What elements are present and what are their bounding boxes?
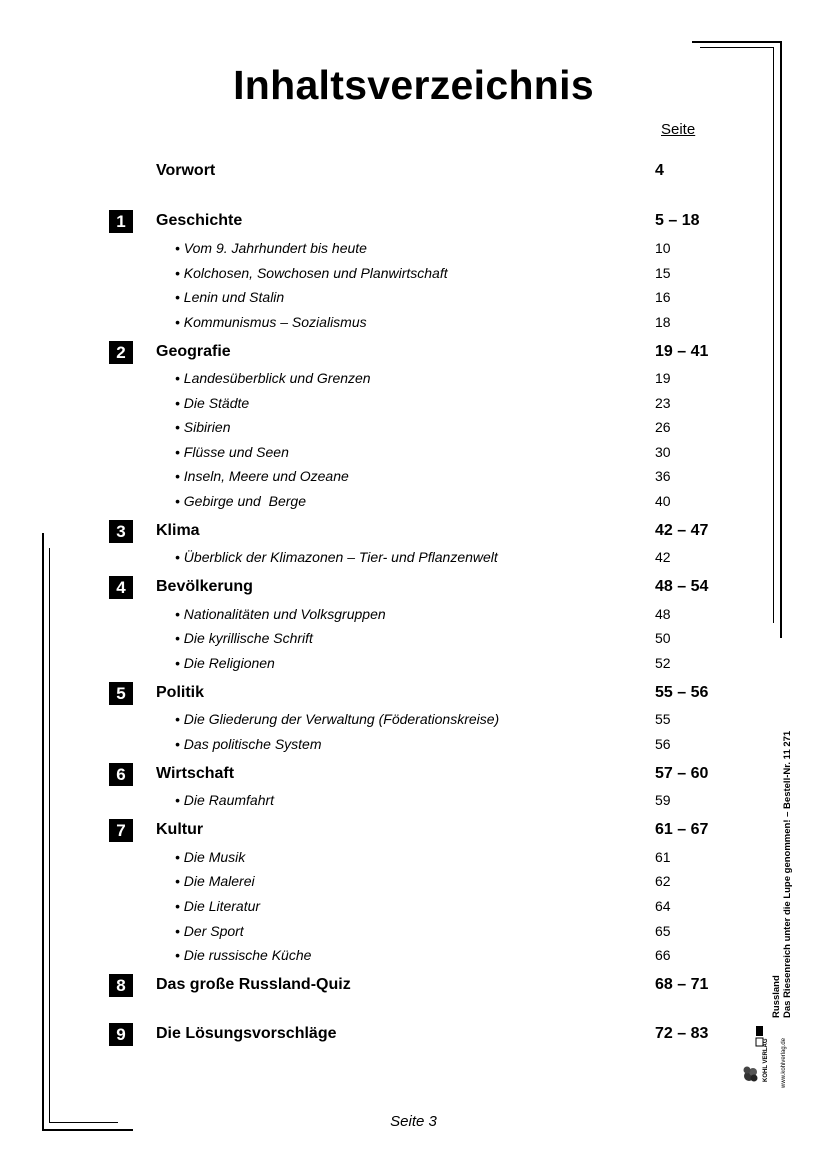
subitem-title: • Kommunismus – Sozialismus bbox=[175, 314, 367, 330]
frame-line-top-right-horizontal bbox=[692, 41, 782, 43]
frame-line-top-right-inner-horizontal bbox=[700, 47, 774, 48]
subitem-title: • Die Religionen bbox=[175, 655, 275, 671]
subitem-page: 16 bbox=[655, 289, 671, 305]
chapter-number-badge: 3 bbox=[109, 520, 133, 543]
subitem-page: 48 bbox=[655, 606, 671, 622]
toc-subitem-row bbox=[0, 440, 827, 464]
chapter-title: Geschichte bbox=[156, 212, 243, 229]
toc-subitem-row bbox=[0, 261, 827, 285]
subitem-page: 66 bbox=[655, 947, 671, 963]
subitem-title: • Die kyrillische Schrift bbox=[175, 630, 313, 646]
toc-chapter-row bbox=[0, 210, 827, 234]
toc-subitem-row bbox=[0, 464, 827, 488]
subitem-title: • Die russische Küche bbox=[175, 947, 312, 963]
subitem-page: 59 bbox=[655, 792, 671, 808]
toc-subitem-row bbox=[0, 285, 827, 309]
toc-subitem-row bbox=[0, 366, 827, 390]
chapter-pages: 42 – 47 bbox=[655, 522, 709, 539]
chapter-pages: 48 – 54 bbox=[655, 578, 709, 595]
toc-preface-row bbox=[0, 160, 827, 184]
subitem-title: • Das politische System bbox=[175, 736, 322, 752]
subitem-page: 26 bbox=[655, 419, 671, 435]
book-subtitle-order-line: Das Riesenreich unter die Lupe genommen! – Bestell-Nr. 11 271 bbox=[782, 730, 793, 1018]
subitem-page: 61 bbox=[655, 849, 671, 865]
publisher-side-text bbox=[771, 730, 793, 1018]
subitem-page: 65 bbox=[655, 923, 671, 939]
chapter-pages: 57 – 60 bbox=[655, 765, 709, 782]
chapter-pages: 19 – 41 bbox=[655, 343, 709, 360]
chapter-number-badge: 9 bbox=[109, 1023, 133, 1046]
toc-subitem-row bbox=[0, 236, 827, 260]
logo-text: KOHL VERLAG bbox=[763, 1038, 769, 1082]
subitem-title: • Gebirge und Berge bbox=[175, 493, 306, 509]
subitem-title: • Sibirien bbox=[175, 419, 231, 435]
chapter-title: Politik bbox=[156, 684, 205, 701]
page-title: Inhaltsverzeichnis bbox=[233, 62, 594, 108]
chapter-number-badge: 8 bbox=[109, 974, 133, 997]
toc-subitem-row bbox=[0, 919, 827, 943]
subitem-title: • Landesüberblick und Grenzen bbox=[175, 370, 371, 386]
subitem-page: 64 bbox=[655, 898, 671, 914]
subitem-page: 10 bbox=[655, 240, 671, 256]
toc-preface-pages: 4 bbox=[655, 162, 664, 179]
chapter-number-badge: 4 bbox=[109, 576, 133, 599]
subitem-title: • Die Musik bbox=[175, 849, 246, 865]
page-footer: Seite 3 bbox=[390, 1113, 437, 1130]
subitem-title: • Flüsse und Seen bbox=[175, 444, 289, 460]
toc-subitem-row bbox=[0, 845, 827, 869]
chapter-title: Das große Russland-Quiz bbox=[156, 976, 351, 993]
chapter-number-badge: 5 bbox=[109, 682, 133, 705]
toc-chapter-row bbox=[0, 1023, 827, 1047]
subitem-title: • Vom 9. Jahrhundert bis heute bbox=[175, 240, 367, 256]
toc-subitem-row bbox=[0, 602, 827, 626]
toc-chapter-row bbox=[0, 341, 827, 365]
toc-subitem-row bbox=[0, 707, 827, 731]
subitem-title: • Überblick der Klimazonen – Tier- und Pflanzenwelt bbox=[175, 549, 498, 565]
chapter-number-badge: 7 bbox=[109, 819, 133, 842]
toc-subitem-row bbox=[0, 310, 827, 334]
subitem-page: 18 bbox=[655, 314, 671, 330]
subitem-title: • Die Raumfahrt bbox=[175, 792, 275, 808]
toc-subitem-row bbox=[0, 732, 827, 756]
chapter-number-badge: 1 bbox=[109, 210, 133, 233]
book-title-line: Russland bbox=[771, 975, 782, 1018]
page-column-header: Seite bbox=[661, 121, 696, 138]
subitem-title: • Kolchosen, Sowchosen und Planwirtschaft bbox=[175, 265, 448, 281]
subitem-title: • Nationalitäten und Volksgruppen bbox=[175, 606, 386, 622]
subitem-page: 42 bbox=[655, 549, 671, 565]
toc-subitem-row bbox=[0, 545, 827, 569]
toc-chapter-row bbox=[0, 576, 827, 600]
toc-subitem-row bbox=[0, 943, 827, 967]
subitem-title: • Der Sport bbox=[175, 923, 244, 939]
toc-chapter-row bbox=[0, 819, 827, 843]
chapter-pages: 5 – 18 bbox=[655, 212, 700, 229]
subitem-page: 62 bbox=[655, 873, 671, 889]
subitem-title: • Die Malerei bbox=[175, 873, 255, 889]
toc-chapter-row bbox=[0, 682, 827, 706]
publisher-logo bbox=[741, 1020, 789, 1088]
chapter-pages: 72 – 83 bbox=[655, 1025, 709, 1042]
chapter-title: Wirtschaft bbox=[156, 765, 235, 782]
subitem-page: 52 bbox=[655, 655, 671, 671]
subitem-title: • Lenin und Stalin bbox=[175, 289, 285, 305]
toc-chapter-row bbox=[0, 974, 827, 998]
chapter-title: Bevölkerung bbox=[156, 578, 253, 595]
subitem-page: 36 bbox=[655, 468, 671, 484]
toc-subitem-row bbox=[0, 869, 827, 893]
subitem-title: • Die Städte bbox=[175, 395, 250, 411]
subitem-page: 50 bbox=[655, 630, 671, 646]
subitem-page: 15 bbox=[655, 265, 671, 281]
subitem-title: • Die Literatur bbox=[175, 898, 261, 914]
toc-subitem-row bbox=[0, 894, 827, 918]
subitem-page: 19 bbox=[655, 370, 671, 386]
subitem-page: 23 bbox=[655, 395, 671, 411]
publisher-url: www.kohlverlag.de bbox=[781, 1037, 787, 1088]
chapter-number-badge: 6 bbox=[109, 763, 133, 786]
toc-subitem-row bbox=[0, 788, 827, 812]
toc-preface-title: Vorwort bbox=[156, 162, 216, 179]
toc-chapter-row bbox=[0, 520, 827, 544]
chapter-pages: 55 – 56 bbox=[655, 684, 709, 701]
chapter-pages: 61 – 67 bbox=[655, 821, 709, 838]
chapter-title: Klima bbox=[156, 522, 200, 539]
subitem-page: 30 bbox=[655, 444, 671, 460]
subitem-page: 55 bbox=[655, 711, 671, 727]
toc-subitem-row bbox=[0, 651, 827, 675]
toc-subitem-row bbox=[0, 489, 827, 513]
toc-subitem-row bbox=[0, 626, 827, 650]
chapter-number-badge: 2 bbox=[109, 341, 133, 364]
subitem-page: 56 bbox=[655, 736, 671, 752]
subitem-title: • Inseln, Meere und Ozeane bbox=[175, 468, 349, 484]
toc-chapter-row bbox=[0, 763, 827, 787]
toc-subitem-row bbox=[0, 415, 827, 439]
toc-subitem-row bbox=[0, 391, 827, 415]
chapter-title: Geografie bbox=[156, 343, 231, 360]
subitem-title: • Die Gliederung der Verwaltung (Föderationskreise) bbox=[175, 711, 500, 727]
chapter-title: Kultur bbox=[156, 821, 204, 838]
subitem-page: 40 bbox=[655, 493, 671, 509]
chapter-title: Die Lösungsvorschläge bbox=[156, 1025, 337, 1042]
chapter-pages: 68 – 71 bbox=[655, 976, 709, 993]
